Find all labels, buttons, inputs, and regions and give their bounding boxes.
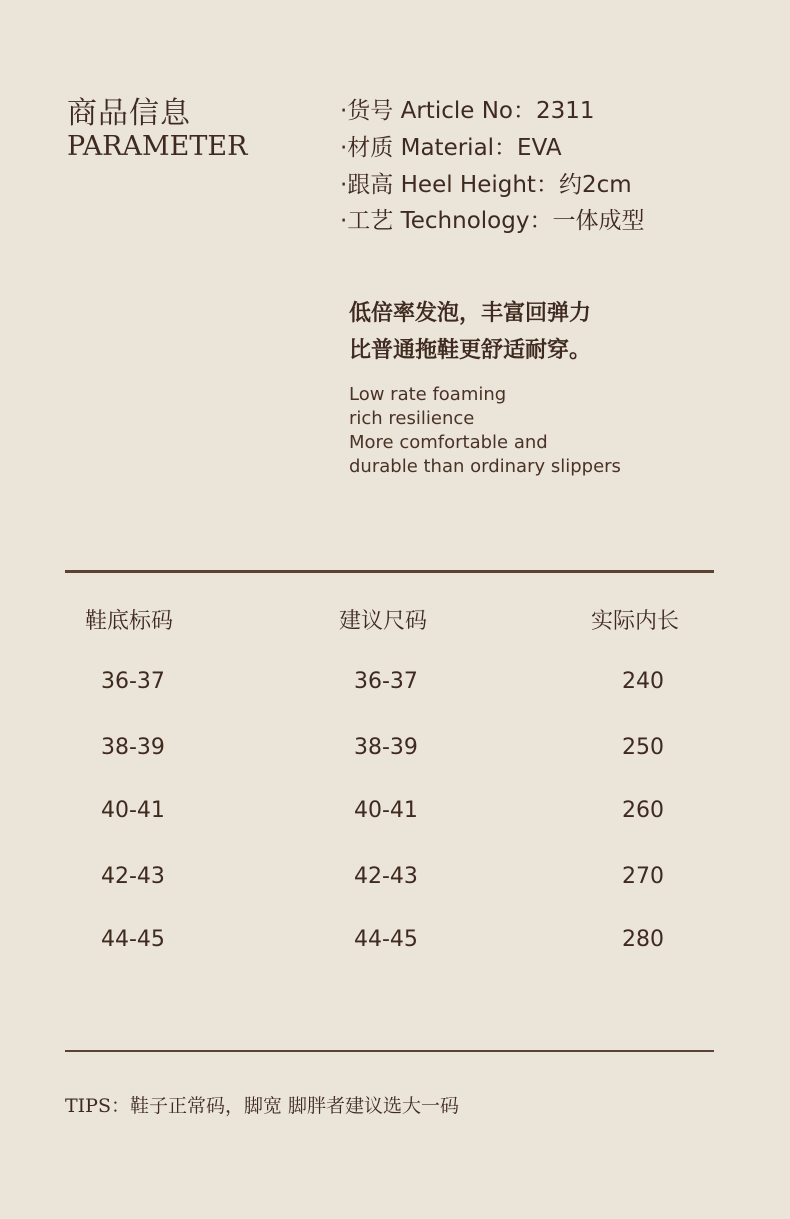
- table-cell-inner-length: 280: [622, 927, 664, 952]
- table-cell-suggested-size: 40-41: [354, 798, 418, 823]
- table-cell-suggested-size: 36-37: [354, 669, 418, 694]
- table-cell-suggested-size: 44-45: [354, 927, 418, 952]
- table-cell-inner-length: 260: [622, 798, 664, 823]
- table-cell-sole-size: 42-43: [101, 864, 165, 889]
- table-cell-inner-length: 240: [622, 669, 664, 694]
- feature-en-line-3: More comfortable and: [349, 432, 548, 453]
- table-header-inner-length: 实际内长: [591, 609, 680, 634]
- table-cell-sole-size: 38-39: [101, 735, 165, 760]
- table-cell-sole-size: 36-37: [101, 669, 165, 694]
- feature-en-line-1: Low rate foaming: [349, 384, 507, 405]
- section-title-cn: 商品信息: [67, 96, 191, 131]
- feature-en-line-4: durable than ordinary slippers: [349, 456, 621, 477]
- table-header-suggested-size: 建议尺码: [339, 609, 428, 634]
- table-cell-sole-size: 44-45: [101, 927, 165, 952]
- feature-cn-line-2: 比普通拖鞋更舒适耐穿。: [349, 338, 592, 363]
- table-bottom-divider: [65, 1050, 714, 1052]
- param-heel-height: ·跟高 Heel Height：约2cm: [340, 172, 632, 198]
- table-top-divider: [65, 570, 714, 573]
- table-cell-inner-length: 250: [622, 735, 664, 760]
- param-article-no: ·货号 Article No：2311: [340, 98, 595, 124]
- feature-cn-line-1: 低倍率发泡，丰富回弹力: [349, 301, 592, 326]
- table-header-sole-size: 鞋底标码: [85, 609, 174, 634]
- table-cell-inner-length: 270: [622, 864, 664, 889]
- tips-note: TIPS：鞋子正常码，脚宽 脚胖者建议选大一码: [65, 1095, 460, 1117]
- table-cell-sole-size: 40-41: [101, 798, 165, 823]
- param-material: ·材质 Material：EVA: [340, 135, 562, 161]
- table-cell-suggested-size: 38-39: [354, 735, 418, 760]
- param-technology: ·工艺 Technology：一体成型: [340, 208, 645, 234]
- section-title-en: PARAMETER: [67, 131, 248, 162]
- feature-en-line-2: rich resilience: [349, 408, 475, 429]
- table-cell-suggested-size: 42-43: [354, 864, 418, 889]
